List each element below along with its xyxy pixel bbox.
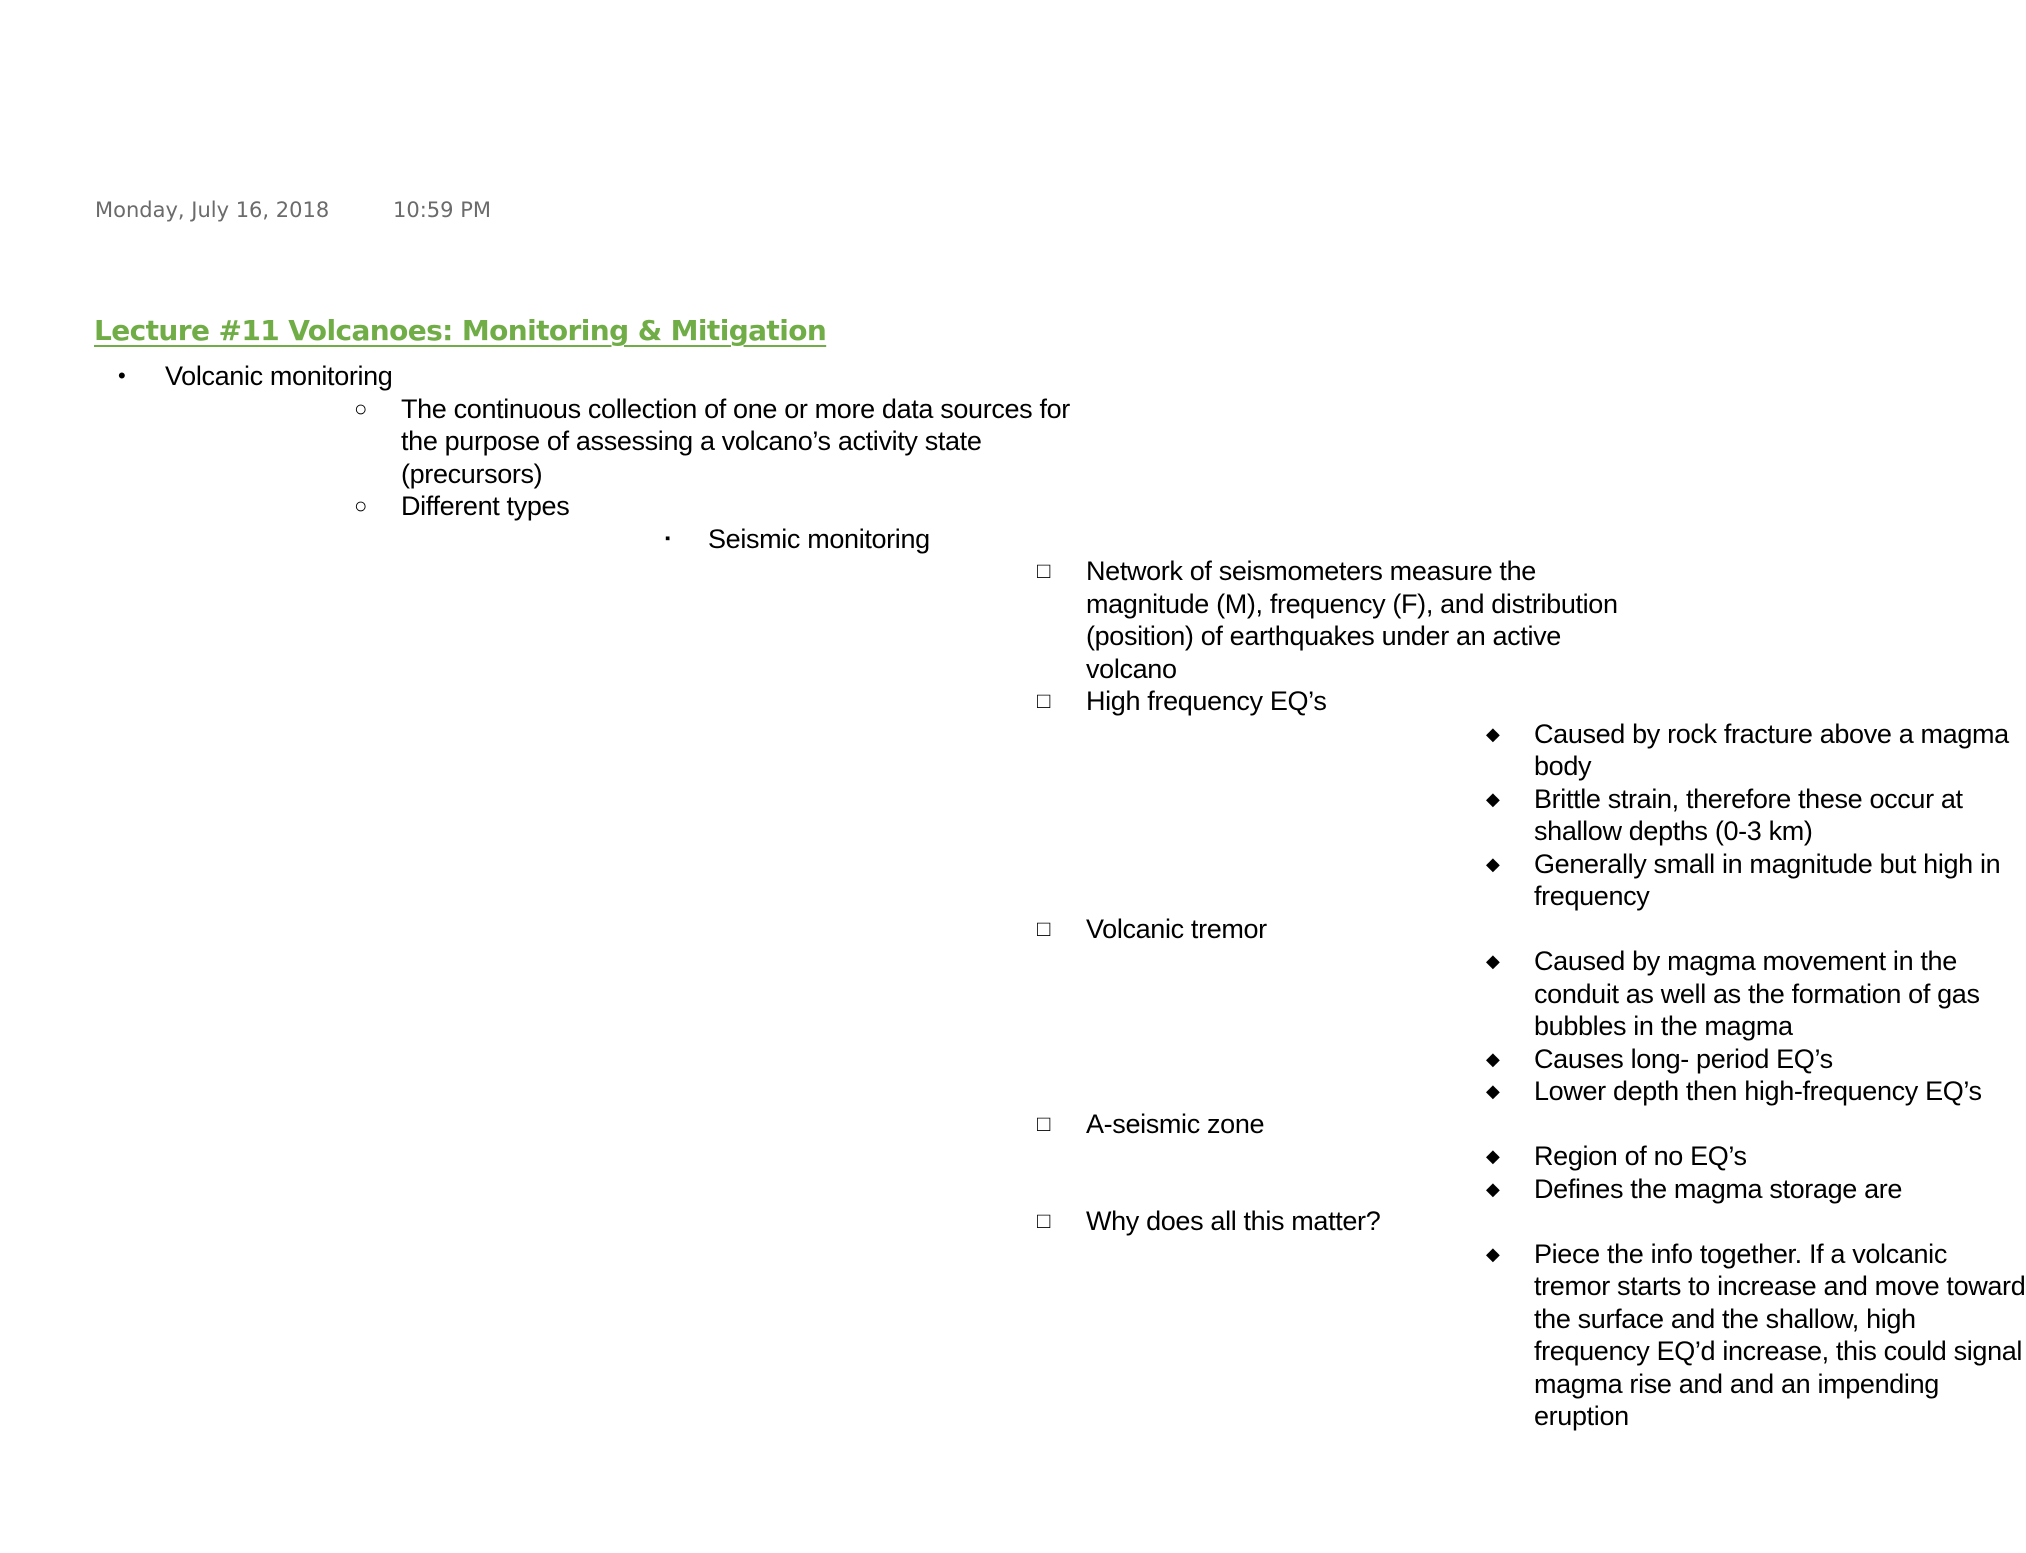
outline-level3-list (401, 523, 2026, 1433)
bullet-marker: □ (1037, 558, 1050, 583)
bullet-marker: ◆ (1486, 1081, 1500, 1101)
list-item-definition (165, 393, 1101, 491)
list-item-text: Caused by magma movement in the conduit as well as the formation of gas bubbles in the magma (1534, 946, 1980, 1041)
bullet-marker: ◆ (1486, 788, 1500, 809)
list-item-text: A-seismic zone (1086, 1108, 1265, 1139)
outline-level1-list (0, 360, 2026, 1433)
list-item-text: Lower depth then high-frequency EQ’s (1534, 1076, 1982, 1106)
bullet-marker: ○ (354, 493, 367, 518)
bullet-marker: □ (1037, 1110, 1050, 1136)
list-item-text: Different types (401, 491, 570, 521)
lecture-outline (0, 360, 2026, 1433)
list-item-text: Causes long- period EQ’s (1534, 1043, 1833, 1074)
list-item-text: Generally small in magnitude but high in frequency (1534, 848, 2001, 911)
list-item (708, 1108, 1903, 1206)
outline-level5-list (1086, 1140, 1903, 1205)
list-item (1086, 848, 2026, 913)
note-time: 10:59 PM (393, 198, 491, 222)
list-item (1086, 718, 2026, 783)
bullet-marker: • (118, 363, 126, 388)
list-item-text: Volcanic monitoring (165, 361, 393, 391)
list-item-text: Defines the magma storage are (1534, 1173, 1903, 1204)
list-item (1086, 1238, 2026, 1433)
list-item-text: Caused by rock fracture above a magma body (1534, 718, 2009, 781)
bullet-marker: □ (1037, 915, 1050, 941)
list-item-volcanic-monitoring (0, 360, 2026, 1433)
list-item-text: High frequency EQ’s (1086, 686, 1327, 716)
list-item-text: Region of no EQ’s (1534, 1141, 1747, 1171)
bullet-marker: □ (1037, 688, 1050, 713)
outline-level5-list (1086, 1238, 2026, 1433)
bullet-marker: ◆ (1486, 853, 1500, 874)
list-item (1086, 1043, 2026, 1076)
note-date: Monday, July 16, 2018 (95, 198, 330, 222)
bullet-marker: ◆ (1486, 1048, 1500, 1069)
list-item (1086, 1140, 2026, 1173)
list-item (708, 1205, 2026, 1433)
list-item-seismic-monitoring (401, 523, 2026, 1433)
list-item (1086, 1075, 2026, 1108)
outline-level4-list (708, 555, 2026, 1433)
list-item (1086, 945, 2026, 1043)
note-timestamp (95, 198, 491, 222)
list-item (708, 555, 1646, 685)
list-item (708, 685, 2009, 913)
outline-level5-list (1086, 718, 2009, 913)
list-item (1086, 783, 2026, 848)
list-item (1086, 1173, 2026, 1206)
bullet-marker: ◆ (1486, 1243, 1500, 1264)
outline-level2-list (165, 393, 2026, 1433)
list-item-text: Network of seismometers measure the magnitude (M), frequency (F), and distribution (position) of earthquakes under an active volcano (1086, 556, 1618, 684)
outline-level5-list (1086, 945, 1982, 1108)
bullet-marker: ◆ (1486, 723, 1500, 744)
bullet-marker: □ (1037, 1208, 1050, 1233)
list-item-text: Seismic monitoring (708, 523, 930, 554)
list-item (708, 913, 1982, 1108)
list-item-text: Piece the info together. If a volcanic tremor starts to increase and move toward the surface and the shallow, high frequency EQ’d increase, this could signal magma rise and and an impending eruption (1534, 1238, 2026, 1431)
page-title: Lecture #11 Volcanoes: Monitoring & Mitigation (94, 314, 827, 347)
bullet-marker: ◆ (1486, 1146, 1500, 1166)
list-item-text: Brittle strain, therefore these occur at shallow depths (0-3 km) (1534, 783, 1963, 846)
bullet-marker: ◆ (1486, 1178, 1500, 1199)
list-item-text: The continuous collection of one or more data sources for the purpose of assessing a volcano’s activity state (precursors) (401, 393, 1070, 489)
bullet-marker: ▪ (665, 529, 670, 547)
list-item-text: Volcanic tremor (1086, 913, 1267, 944)
bullet-marker: ◆ (1486, 951, 1500, 971)
list-item-text: Why does all this matter? (1086, 1206, 1381, 1236)
list-item-different-types (165, 490, 2026, 1433)
bullet-marker: ○ (354, 395, 367, 421)
